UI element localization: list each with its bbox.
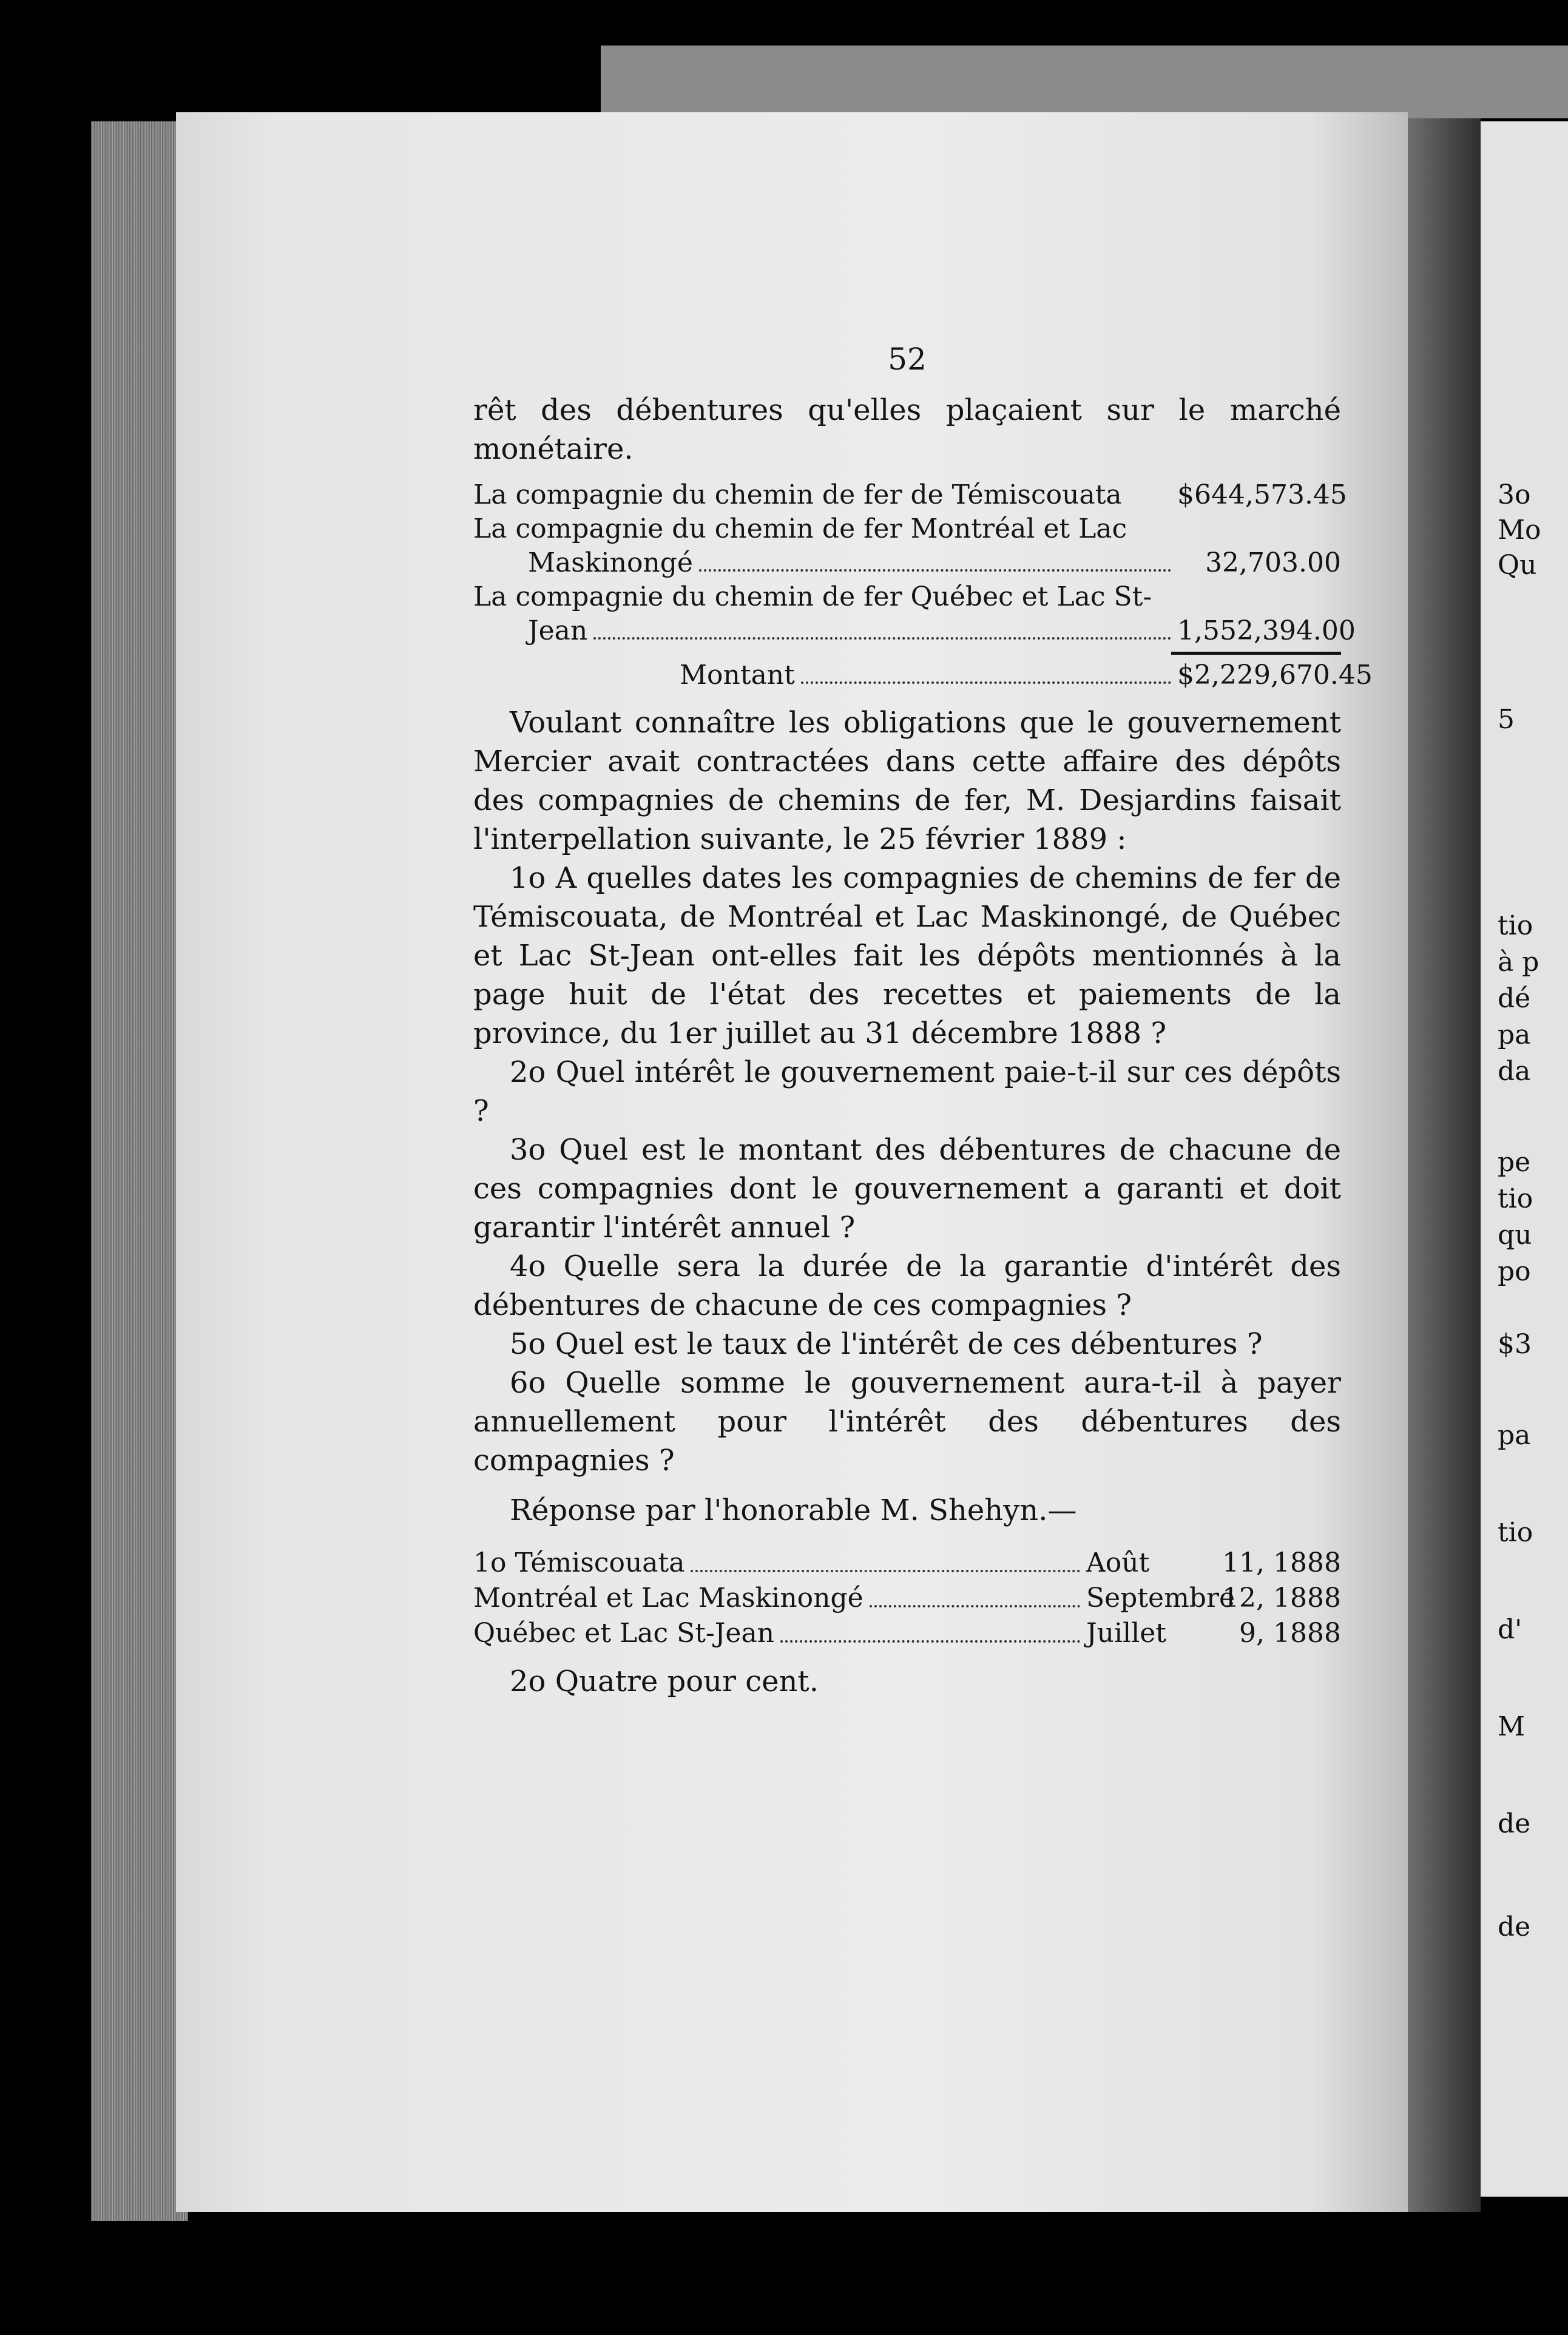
dot-leader <box>870 1605 1080 1607</box>
question: 4o Quelle sera la durée de la garantie d'intérêt des débentures de chacune de ces compagnies ? <box>473 1249 1341 1322</box>
ledger-row-continuation <box>473 546 1341 580</box>
ledger-row <box>473 580 1341 614</box>
right-fragment: tio <box>1498 1517 1533 1548</box>
ledger-company: La compagnie du chemin de fer Montréal et Lac <box>473 513 1127 544</box>
right-fragment: da <box>1498 1056 1531 1087</box>
right-fragment: de <box>1498 1808 1531 1839</box>
date-day: 9, 1888 <box>1239 1618 1341 1649</box>
right-fragment: M <box>1498 1711 1526 1742</box>
date-day: 11, 1888 <box>1222 1547 1341 1578</box>
date-row <box>473 1546 1341 1581</box>
question: 2o Quel intérêt le gouvernement paie-t-il sur ces dépôts ? <box>473 1055 1341 1128</box>
right-fragment: Mo <box>1498 515 1541 546</box>
right-fragment: $3 <box>1498 1329 1532 1360</box>
right-fragment: Qu <box>1498 550 1537 581</box>
right-fragment: 5 <box>1498 704 1515 735</box>
right-fragment: qu <box>1498 1220 1532 1251</box>
book-gutter <box>1408 118 1481 2212</box>
right-fragment: 3o <box>1498 479 1531 510</box>
ledger-amount: $644,573.45 <box>1177 479 1347 510</box>
date-day: 12, 1888 <box>1222 1583 1341 1614</box>
dot-leader <box>691 1570 1080 1572</box>
date-month: Septembre <box>1086 1583 1235 1614</box>
date-company: 1o Témiscouata <box>473 1547 685 1578</box>
right-fragment: d' <box>1498 1614 1522 1645</box>
right-page-fragment <box>1481 121 1568 2197</box>
question: 1o A quelles dates les compagnies de chemins de fer de Témiscouata, de Montréal et Lac Maskinongé, de Québec et Lac St-Jean ont-elles fait les dépôts mentionnés à la page huit de l'état des recettes et paiements de la province, du 1er juillet au 31 décembre 1888 ? <box>473 861 1341 1050</box>
closing-answer: 2o Quatre pour cent. <box>510 1664 819 1698</box>
dot-leader <box>801 681 1171 684</box>
total-amount: $2,229,670.45 <box>1177 660 1373 691</box>
right-fragment: pa <box>1498 1420 1531 1451</box>
page-content <box>473 340 1373 1701</box>
ledger-amount: 1,552,394.00 <box>1177 615 1356 646</box>
total-rule <box>1171 652 1341 655</box>
deposit-ledger <box>473 478 1373 692</box>
question: 3o Quel est le montant des débentures de chacune de ces compagnies dont le gouvernement a garanti et doit garantir l'intérêt annuel ? <box>473 1133 1341 1245</box>
ledger-total-row <box>473 658 1373 692</box>
ledger-row <box>473 512 1341 546</box>
dot-leader <box>699 569 1171 572</box>
date-row <box>473 1616 1341 1651</box>
ledger-row-continuation <box>473 614 1356 648</box>
page-number: 52 <box>888 342 927 377</box>
right-fragment: po <box>1498 1256 1531 1287</box>
ledger-company-cont: Jean <box>528 615 588 646</box>
ledger-company-cont: Maskinongé <box>528 547 693 578</box>
date-company: Québec et Lac St-Jean <box>473 1618 775 1649</box>
right-fragment: dé <box>1498 983 1531 1014</box>
total-label: Montant <box>680 660 795 691</box>
right-fragment: tio <box>1498 1183 1533 1214</box>
right-fragment: tio <box>1498 910 1533 941</box>
deposit-dates <box>473 1546 1341 1651</box>
question: 6o Quelle somme le gouvernement aura-t-il à payer annuellement pour l'intérêt des débentures des compagnies ? <box>473 1366 1341 1478</box>
opening-text: rêt des débentures qu'elles plaçaient sur le marché monétaire. <box>473 393 1341 466</box>
right-fragment: pe <box>1498 1147 1531 1178</box>
right-fragment: de <box>1498 1911 1531 1942</box>
right-fragment: pa <box>1498 1019 1531 1050</box>
date-company: Montréal et Lac Maskinongé <box>473 1583 863 1614</box>
dot-leader <box>780 1640 1080 1643</box>
ledger-amount: 32,703.00 <box>1205 547 1341 578</box>
question: 5o Quel est le taux de l'intérêt de ces débentures ? <box>510 1327 1263 1361</box>
answer-intro: Réponse par l'honorable M. Shehyn.— <box>510 1493 1077 1527</box>
date-month: Août <box>1086 1547 1150 1578</box>
paragraph: Voulant connaître les obligations que le gouvernement Mercier avait contractées dans cette affaire des dépôts des compagnies de chemins de fer, M. Desjardins faisait l'interpellation suivante, le 25 février 1889 : <box>473 706 1341 856</box>
scan-backdrop <box>601 46 1568 118</box>
ledger-company: La compagnie du chemin de fer de Témiscouata <box>473 479 1122 510</box>
ledger-company: La compagnie du chemin de fer Québec et Lac St- <box>473 581 1152 612</box>
right-fragment: à p <box>1498 947 1539 978</box>
date-row <box>473 1581 1341 1616</box>
date-month: Juillet <box>1086 1618 1166 1649</box>
dot-leader <box>593 637 1171 640</box>
ledger-row <box>473 478 1347 512</box>
book-page-edges <box>91 121 188 2221</box>
